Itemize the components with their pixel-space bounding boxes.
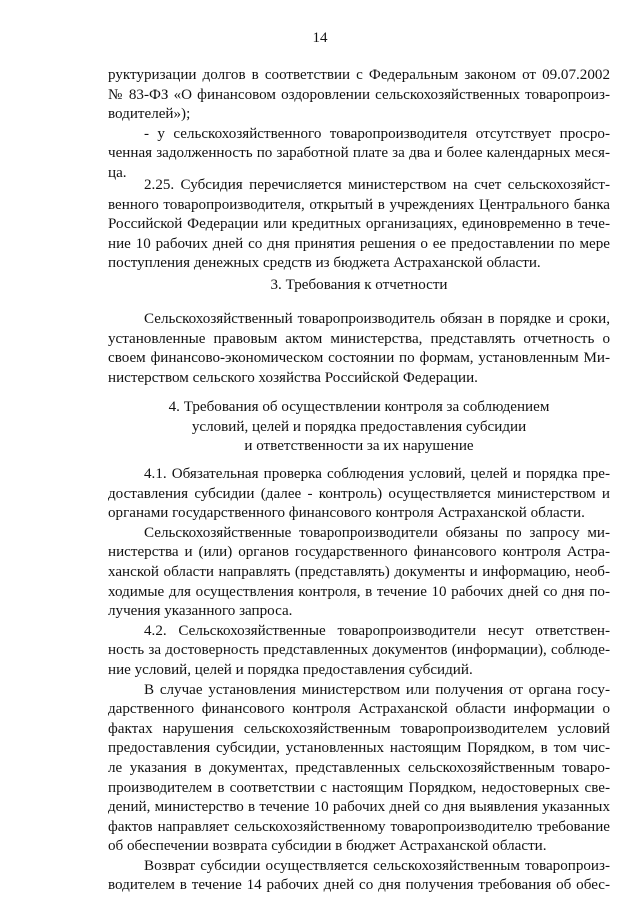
text-line: предоставления субсидии, установленных настоящим Порядком, в том чис-	[108, 740, 610, 757]
text-line: производителем в соответствии с настоящим Порядком, недостоверных све-	[108, 779, 610, 796]
text-line: фактов направляет сельскохозяйственному товаропроизводителю требование	[108, 818, 610, 835]
text-line: ность за достоверность представленных документов (информации), соблюде-	[108, 642, 610, 659]
page-number: 14	[312, 30, 328, 46]
text-line: 4.2. Сельскохозяйственные товаропроизводители несут ответствен-	[144, 622, 610, 639]
text-line: своем финансово-экономическом состоянии по формам, установленным Ми-	[108, 350, 610, 367]
text-line: 2.25. Субсидия перечисляется министерством на счет сельскохозяйст-	[144, 177, 610, 193]
text-line: поступления денежных средств из бюджета Астраханской области.	[108, 255, 541, 272]
text-line: ханской области направлять (представлять) документы и информацию, необ-	[108, 563, 610, 580]
section-4-heading	[108, 398, 610, 457]
text-line: ходимые для осуществления контроля, в течение 10 рабочих дней со дня по-	[108, 583, 610, 600]
text-line: дений, министерство в течение 10 рабочих дней со дня выявления указанных	[108, 799, 610, 816]
text-line: Возврат субсидии осуществляется сельскохозяйственным товаропроиз-	[144, 857, 610, 874]
text-line: лучения указанного запроса.	[108, 603, 293, 620]
section-3-heading	[108, 276, 610, 296]
heading-line: условий, целей и порядка предоставления субсидии	[191, 418, 527, 435]
text-line: - у сельскохозяйственного товаропроизводителя отсутствует просро-	[144, 125, 610, 142]
text-line: водителей»);	[108, 106, 191, 123]
text-line: ченная задолженность по заработной плате за два и более календарных меся-	[108, 145, 610, 162]
heading-line: и ответственности за их нарушение	[244, 438, 474, 455]
text-line: установленные правовым актом министерства, представлять отчетность о	[108, 330, 610, 347]
paragraph-block-1	[108, 66, 610, 184]
text-line: водителем в течение 14 рабочих дней со дня получения требования об обес-	[108, 877, 610, 894]
text-line: дарственного финансового контроля Астраханской области информации о	[108, 701, 610, 718]
text-line: ние условий, целей и порядка предоставления субсидий.	[108, 661, 473, 678]
text-line: руктуризации долгов в соответствии с Федеральным законом от 09.07.2002	[108, 67, 610, 83]
text-line: ле указания в документах, представленных сельскохозяйственным товаро-	[108, 759, 610, 776]
text-line: № 83-ФЗ «О финансовом оздоровлении сельскохозяйственных товаропроиз-	[108, 86, 610, 103]
text-line: нистерства и (или) органов государственного финансового контроля Астра-	[108, 544, 610, 561]
heading-line: 4. Требования об осуществлении контроля за соблюдением	[168, 399, 550, 415]
text-line: об обеспечении возврата субсидии в бюджет Астраханской области.	[108, 838, 547, 855]
text-line: Сельскохозяйственный товаропроизводитель обязан в порядке и сроки,	[144, 311, 610, 327]
text-line: ние 10 рабочих дней со дня принятия решения о ее предоставлении по мере	[108, 235, 610, 252]
text-line: органами государственного финансового контроля Астраханской области.	[108, 505, 585, 522]
text-line: Российской Федерации или кредитных организациях, единовременно в тече-	[108, 216, 610, 233]
text-line: ца.	[108, 164, 127, 181]
text-line: доставления субсидии (далее - контроль) осуществляется министерством и	[108, 485, 610, 502]
text-line: фактах нарушения сельскохозяйственным товаропроизводителем условий	[108, 720, 610, 737]
heading-line: 3. Требования к отчетности	[270, 277, 448, 293]
text-line: В случае установления министерством или получения от органа госу-	[144, 681, 610, 698]
paragraph-section-4	[108, 465, 610, 896]
text-line: нистерством сельского хозяйства Российской Федерации.	[108, 369, 478, 386]
text-line: венного товаропроизводителя, открытый в учреждениях Центрального банка	[108, 196, 610, 213]
paragraph-section-3	[108, 310, 610, 388]
paragraph-2-25	[108, 176, 610, 274]
text-line: 4.1. Обязательная проверка соблюдения условий, целей и порядка пре-	[144, 466, 610, 482]
text-line: Сельскохозяйственные товаропроизводители обязаны по запросу ми-	[144, 524, 610, 541]
